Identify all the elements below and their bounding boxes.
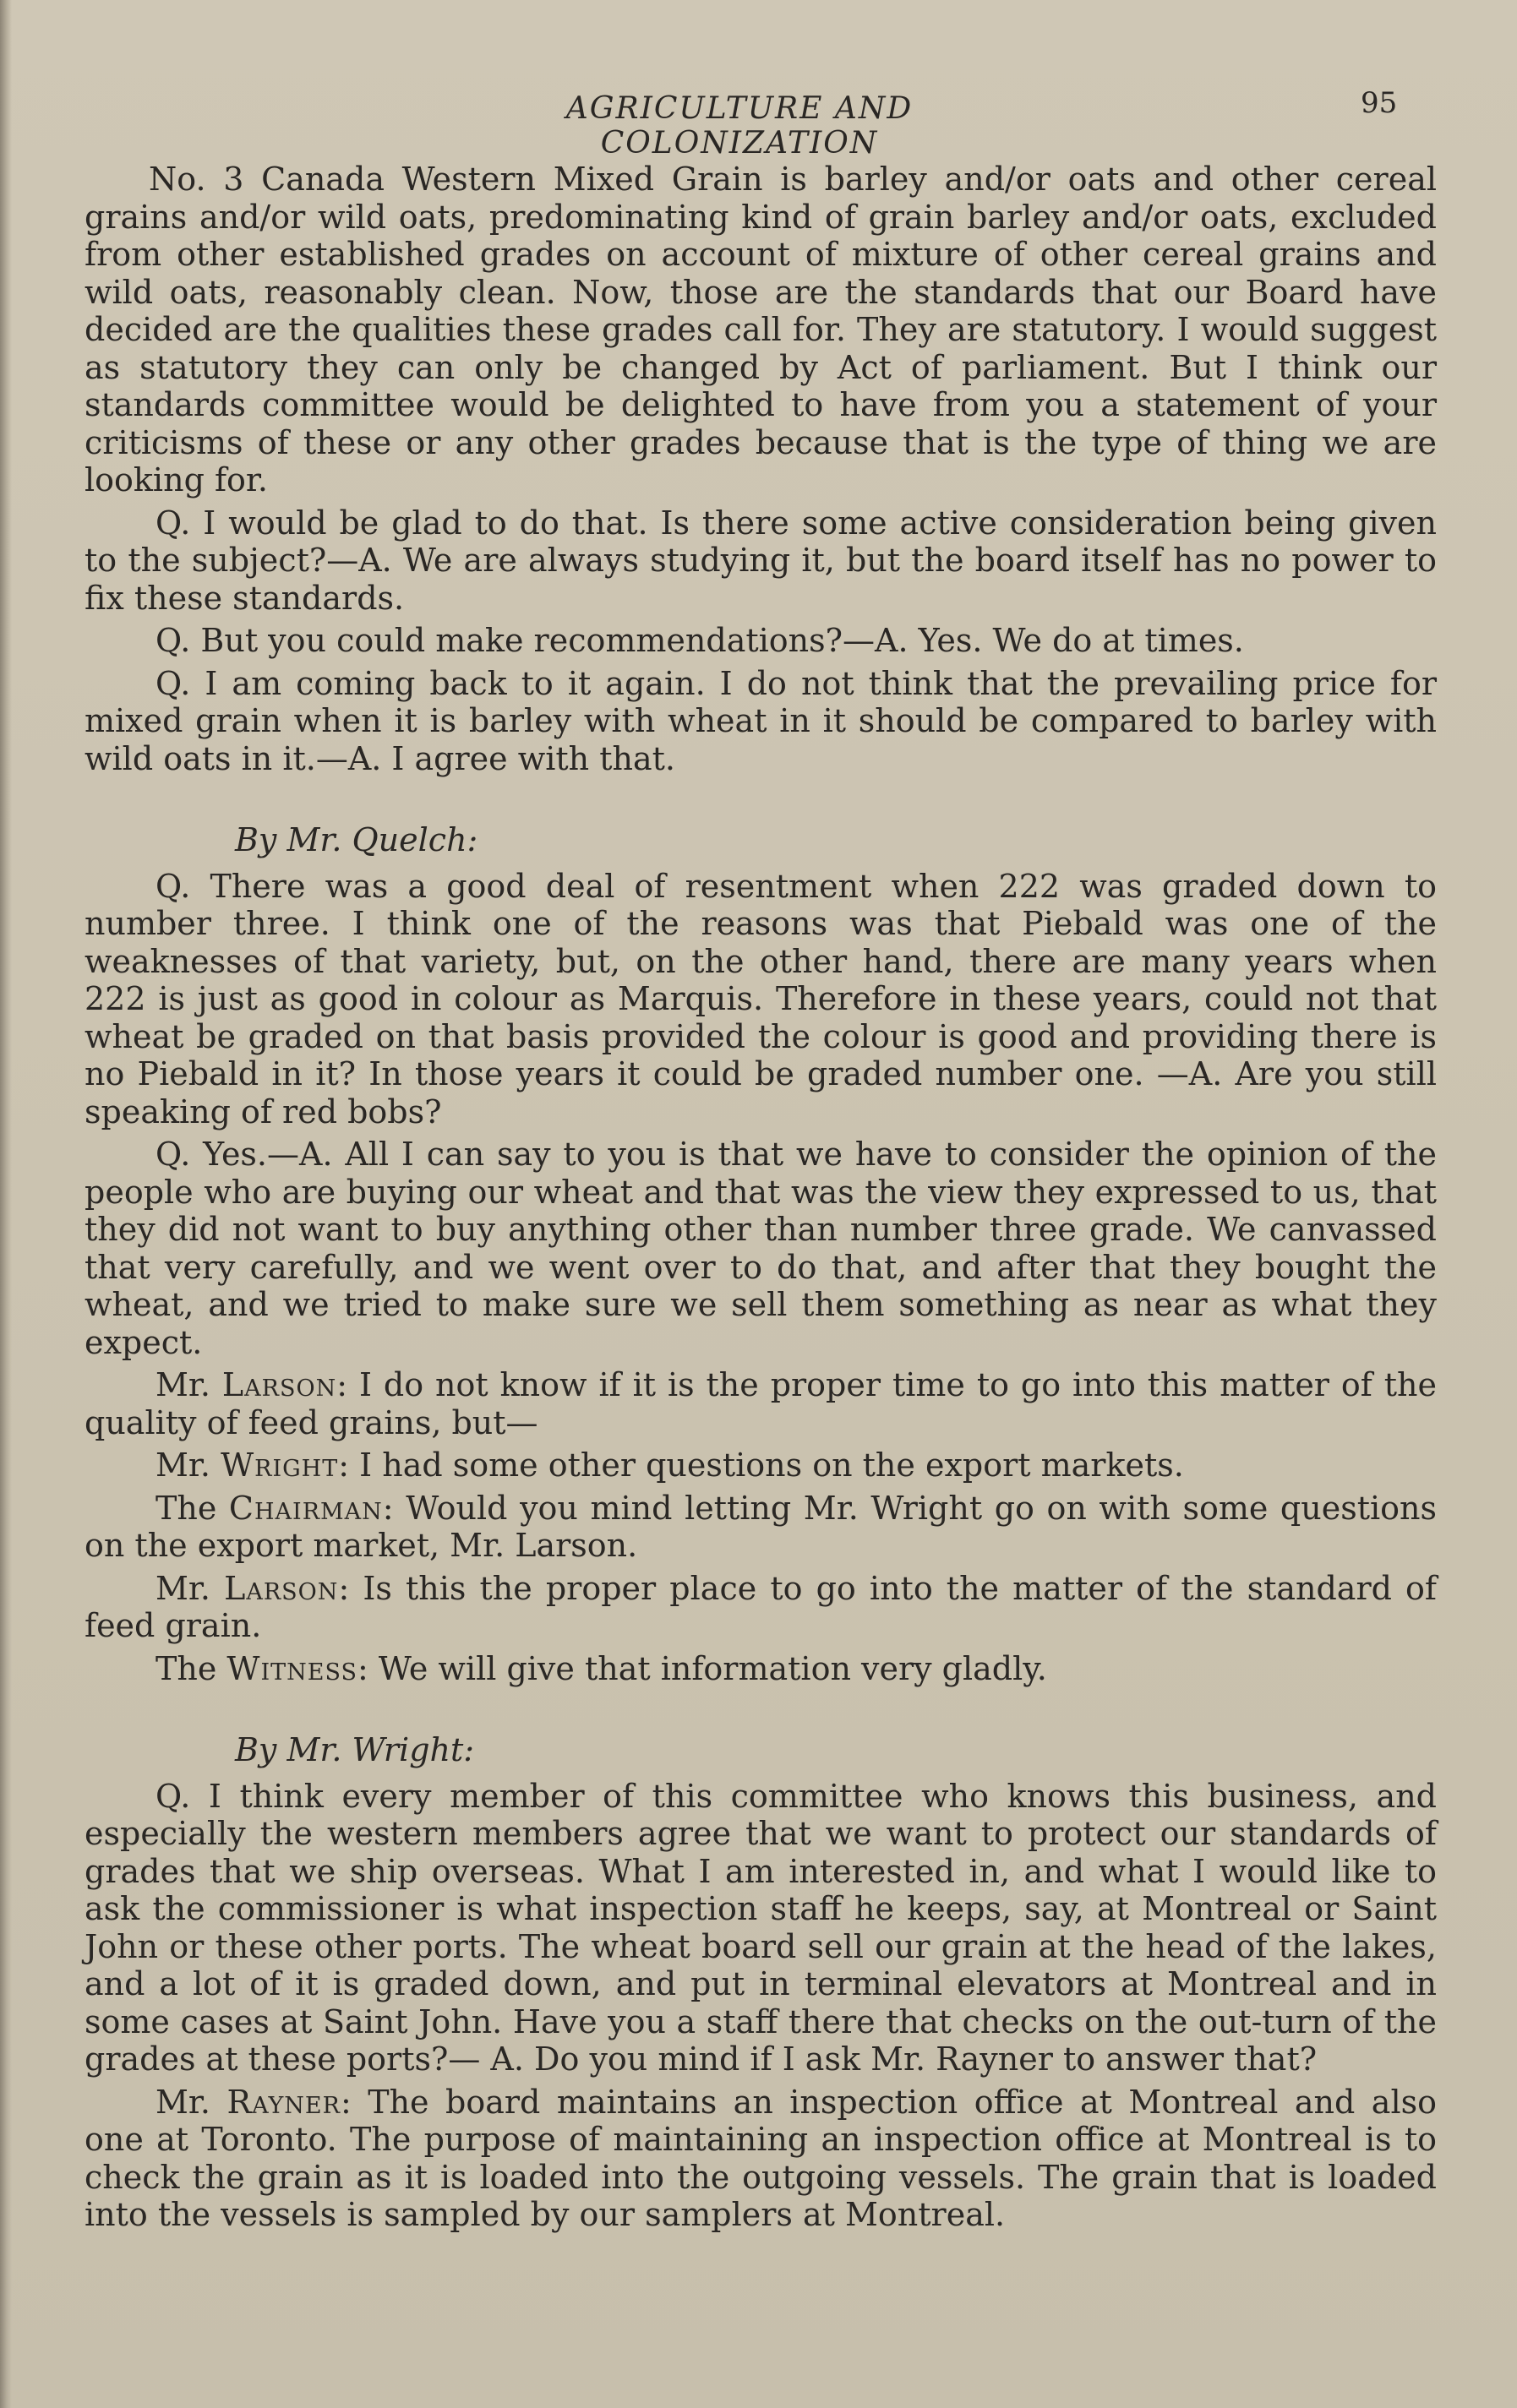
page-binding-edge xyxy=(0,0,12,2408)
running-header: AGRICULTURE AND COLONIZATION xyxy=(565,91,914,161)
speaker-prefix: Mr. xyxy=(156,2083,227,2121)
examiner-heading-wright: By Mr. Wright: xyxy=(235,1731,475,1768)
exchange-paragraph xyxy=(85,1490,1437,1565)
body-paragraph: Q. There was a good deal of resentment when 222 was graded down to number three. I think one of the reasons was that Piebald was one of the weaknesses of that variety, but, on the other hand, there are many years when 222 is just as good in colour as Marquis. Therefore in these years, could not that wheat be graded on that basis provided the colour is good and providing there is no Piebald in it? In those years it could be graded number one. —A. Are you still speaking of red bobs? xyxy=(85,867,1437,1130)
body-paragraph: Q. I think every member of this committee who knows this business, and especially the western members agree that we want to protect our standards of grades that we ship overseas. What I am interested in, and what I would like to ask the commissioner is what inspection staff he keeps, say, at Montreal or Saint John or these other ports. The wheat board sell our grain at the head of the lakes, and a lot of it is graded down, and put in terminal elevators at Montreal and in some cases at Saint John. Have you a staff there that checks on the out-turn of the grades at these ports?— A. Do you mind if I ask Mr. Rayner to answer that? xyxy=(85,1777,1437,2078)
speech-text: : I had some other questions on the export markets. xyxy=(338,1446,1184,1484)
exchange-paragraph xyxy=(85,2084,1437,2234)
body-paragraph: No. 3 Canada Western Mixed Grain is barley and/or oats and other cereal grains and/or wild oats, predominating kind of grain barley and/or oats, excluded from other established grades on account of mixture of other cereal grains and wild oats, reasonably clean. Now, those are the standards that our Board have decided are the qualities these grades call for. They are statutory. I would suggest as statutory they can only be changed by Act of parliament. But I think our standards committee would be delighted to have from you a statement of your criticisms of these or any other grades because that is the type of thing we are looking for. xyxy=(85,161,1437,498)
speech-text: : Is this the proper place to go into the matter of the standard of feed grain. xyxy=(85,1569,1437,1644)
body-paragraph: Q. I would be glad to do that. Is there some active consideration being given to the subject?—A. We are always studying it, but the board itself has no power to fix these standards. xyxy=(85,504,1437,617)
page-body xyxy=(85,161,1437,2239)
exchange-paragraph xyxy=(85,1570,1437,1645)
speaker-name: Wright xyxy=(221,1446,339,1484)
speech-text: : Would you mind letting Mr. Wright go on with some questions on the export market, Mr. Larson. xyxy=(85,1489,1437,1564)
body-paragraph: Q. Yes.—A. All I can say to you is that we have to consider the opinion of the people who are buying our wheat and that was the view they expressed to us, that they did not want to buy anything other than number three grade. We canvassed that very carefully, and we went over to do that, and after that they bought the wheat, and we tried to make sure we sell them something as near as what they expect. xyxy=(85,1136,1437,1361)
speaker-name: Chairman xyxy=(228,1489,383,1527)
speaker-prefix: Mr. xyxy=(156,1569,225,1607)
page-number: 95 xyxy=(1361,86,1398,120)
exchange-paragraph xyxy=(85,1366,1437,1441)
speaker-name: Larson xyxy=(224,1569,339,1607)
exchange-paragraph xyxy=(85,1650,1437,1688)
body-paragraph: Q. I am coming back to it again. I do not think that the prevailing price for mixed grain when it is barley with wheat in it should be compared to barley with wild oats in it.—A. I agree with that. xyxy=(85,664,1437,777)
speech-text: : The board maintains an inspection office at Montreal and also one at Toronto. The purpose of maintaining an inspection office at Montreal is to check the grain as it is loaded into the outgoing vessels. The grain that is loaded into the vessels is sampled by our samplers at Montreal. xyxy=(85,2083,1437,2233)
speaker-prefix: The xyxy=(156,1649,227,1687)
speaker-prefix: Mr. xyxy=(156,1366,222,1403)
body-paragraph: Q. But you could make recommendations?—A. Yes. We do at times. xyxy=(156,622,1244,659)
speaker-name: Larson xyxy=(221,1366,337,1403)
speech-text: : I do not know if it is the proper time to go into this matter of the quality of feed grains, but— xyxy=(85,1366,1438,1441)
speaker-prefix: Mr. xyxy=(156,1446,221,1484)
speaker-prefix: The xyxy=(156,1489,229,1527)
speech-text: : We will give that information very gladly. xyxy=(357,1649,1047,1687)
exchange-paragraph xyxy=(85,1446,1437,1485)
speaker-name: Rayner xyxy=(226,2083,341,2121)
speaker-name: Witness xyxy=(226,1649,357,1687)
examiner-heading-quelch: By Mr. Quelch: xyxy=(235,821,478,858)
